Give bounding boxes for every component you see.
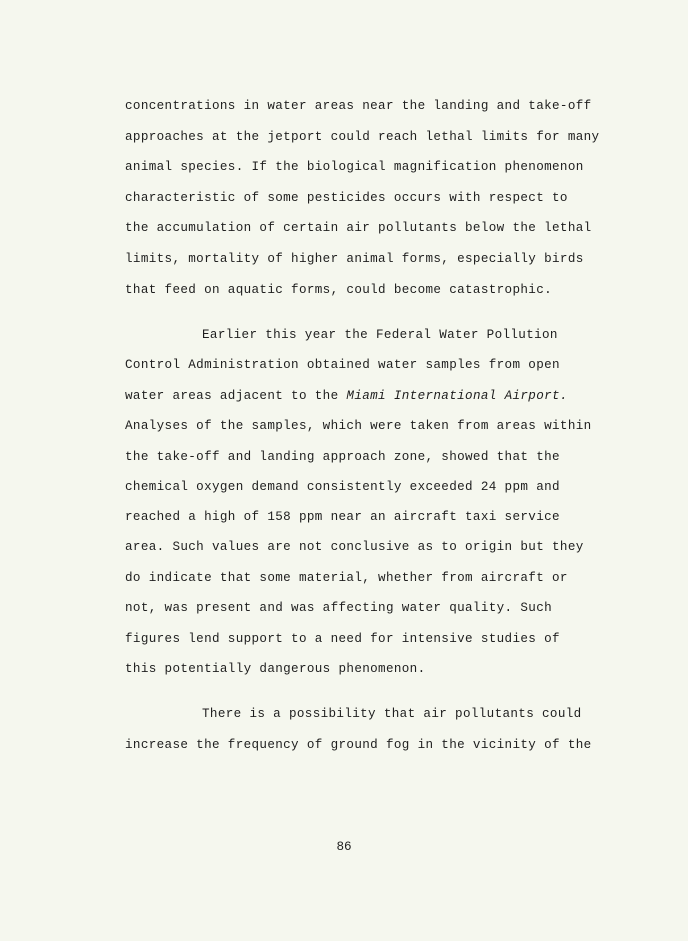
text-line	[125, 388, 568, 404]
text-line: animal species. If the biological magnification phenomenon	[125, 160, 584, 174]
text-line: There is a possibility that air pollutants could	[202, 707, 582, 721]
text-line: concentrations in water areas near the landing and take-off	[125, 99, 592, 113]
text-line: Analyses of the samples, which were taken from areas within	[125, 419, 592, 433]
text-line: the take-off and landing approach zone, showed that the	[125, 450, 560, 464]
text-line: chemical oxygen demand consistently exceeded 24 ppm and	[125, 480, 560, 494]
page-number: 86	[336, 840, 352, 854]
airport-name: Miami International Airport.	[346, 389, 568, 403]
text-line: characteristic of some pesticides occurs with respect to	[125, 191, 568, 205]
text-line: Control Administration obtained water samples from open	[125, 358, 560, 372]
text-line: limits, mortality of higher animal forms, especially birds	[125, 252, 584, 266]
text-line: approaches at the jetport could reach lethal limits for many	[125, 130, 600, 144]
text-segment: water areas adjacent to the	[125, 389, 347, 403]
text-line: area. Such values are not conclusive as to origin but they	[125, 540, 584, 554]
text-line: figures lend support to a need for intensive studies of	[125, 632, 560, 646]
text-line: that feed on aquatic forms, could become catastrophic.	[125, 283, 553, 297]
text-line: do indicate that some material, whether from aircraft or	[125, 571, 568, 585]
text-line: the accumulation of certain air pollutants below the lethal	[125, 221, 592, 235]
text-line: reached a high of 158 ppm near an aircraft taxi service	[125, 510, 560, 524]
text-line: Earlier this year the Federal Water Pollution	[202, 328, 558, 342]
text-line: this potentially dangerous phenomenon.	[125, 662, 426, 676]
text-line: not, was present and was affecting water quality. Such	[125, 601, 553, 615]
text-line: increase the frequency of ground fog in the vicinity of the	[125, 738, 592, 752]
